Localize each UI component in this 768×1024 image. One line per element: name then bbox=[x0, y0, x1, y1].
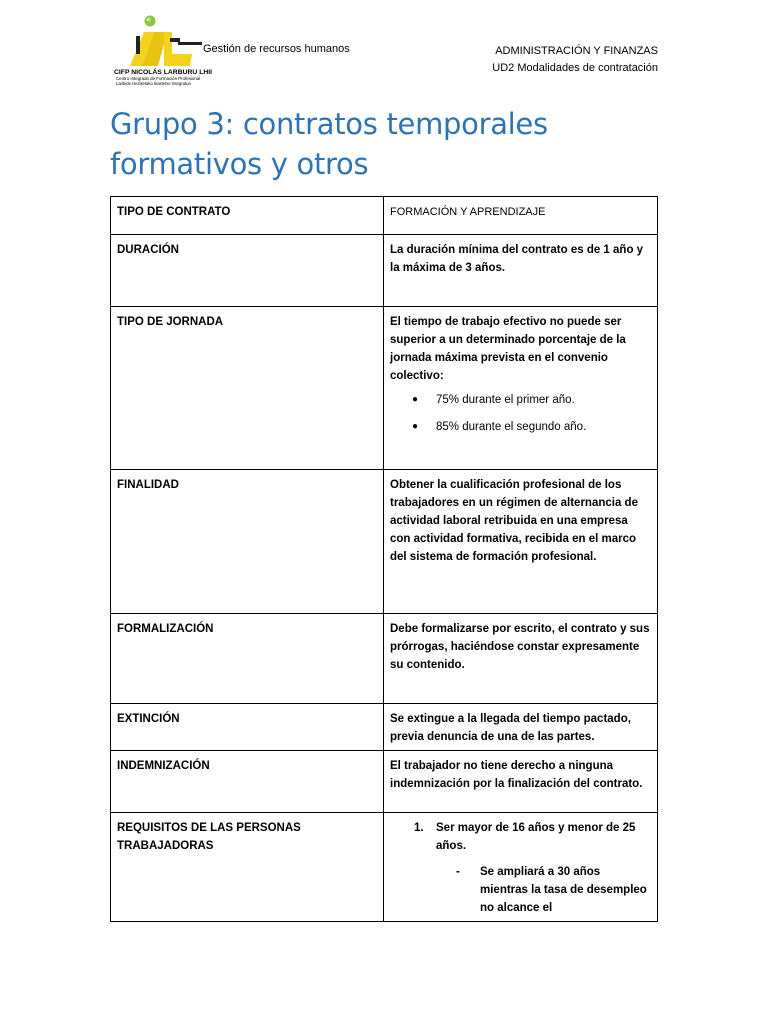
formalizacion-label: FORMALIZACIÓN bbox=[111, 614, 384, 704]
requisitos-label: REQUISITOS DE LAS PERSONAS TRABAJADORAS bbox=[111, 813, 384, 922]
school-logo bbox=[112, 14, 212, 86]
jornada-bullet-list bbox=[390, 391, 651, 436]
header-subject: Gestión de recursos humanos bbox=[203, 43, 350, 55]
table-row bbox=[111, 813, 658, 922]
jornada-value: El tiempo de trabajo efectivo no puede ser superior a un determinado porcentaje de la jornada máxima prevista en el convenio colectivo: bbox=[390, 316, 626, 382]
svg-text:Centro Integrado de Formación: Centro Integrado de Formación Profesional bbox=[116, 76, 201, 81]
list-item: ● 75% durante el primer año. bbox=[390, 391, 651, 409]
list-number: 1. bbox=[414, 822, 424, 834]
table-row bbox=[111, 614, 658, 704]
svg-text:CIFP NICOLÁS LARBURU LHII: CIFP NICOLÁS LARBURU LHII bbox=[114, 69, 212, 76]
requisitos-cell bbox=[384, 813, 658, 922]
head-label: TIPO DE CONTRATO bbox=[111, 197, 384, 235]
table-row bbox=[111, 197, 658, 235]
svg-text:Lanbide Heziketako Ikastetxe I: Lanbide Heziketako Ikastetxe Integratua bbox=[116, 81, 191, 86]
table-row bbox=[111, 704, 658, 751]
page-title: Grupo 3: contratos temporales formativos y otros bbox=[110, 107, 548, 181]
formalizacion-value: Debe formalizarse por escrito, el contrato y sus prórrogas, haciéndose constar expresamente su contenido. bbox=[384, 614, 658, 704]
indemnizacion-value: El trabajador no tiene derecho a ninguna indemnización por la finalización del contrato. bbox=[384, 751, 658, 813]
requisitos-sub-item: Se ampliará a 30 años mientras la tasa de desempleo no alcance el bbox=[480, 866, 647, 914]
list-item: ● 85% durante el segundo año. bbox=[390, 418, 651, 436]
table-row bbox=[111, 470, 658, 614]
requisitos-list bbox=[390, 819, 651, 917]
jornada-cell bbox=[384, 307, 658, 470]
head-value: FORMACIÓN Y APRENDIZAJE bbox=[384, 197, 658, 235]
header-course: ADMINISTRACIÓN Y FINANZAS bbox=[495, 45, 658, 57]
extincion-value: Se extingue a la llegada del tiempo pactado, previa denuncia de una de las partes. bbox=[384, 704, 658, 751]
requisitos-item: Ser mayor de 16 años y menor de 25 años. bbox=[436, 822, 636, 852]
duracion-value: La duración mínima del contrato es de 1 año y la máxima de 3 años. bbox=[384, 235, 658, 307]
contract-table bbox=[110, 196, 658, 922]
table-row bbox=[111, 751, 658, 813]
table-row bbox=[111, 235, 658, 307]
table-row bbox=[111, 307, 658, 470]
indemnizacion-label: INDEMNIZACIÓN bbox=[111, 751, 384, 813]
finalidad-label: FINALIDAD bbox=[111, 470, 384, 614]
jornada-label: TIPO DE JORNADA bbox=[111, 307, 384, 470]
page-header bbox=[0, 0, 768, 100]
list-item bbox=[390, 819, 651, 917]
list-item bbox=[436, 863, 651, 917]
requisitos-sub-list bbox=[436, 863, 651, 917]
header-course-info bbox=[492, 43, 658, 77]
header-unit: UD2 Modalidades de contratación bbox=[492, 62, 658, 74]
duracion-label: DURACIÓN bbox=[111, 235, 384, 307]
list-dash: - bbox=[456, 866, 460, 878]
extincion-label: EXTINCIÓN bbox=[111, 704, 384, 751]
finalidad-value: Obtener la cualificación profesional de los trabajadores en un régimen de alternancia de actividad laboral retribuida en una empresa con actividad formativa, recibida en el marco del sistema de formación profesional. bbox=[384, 470, 658, 614]
